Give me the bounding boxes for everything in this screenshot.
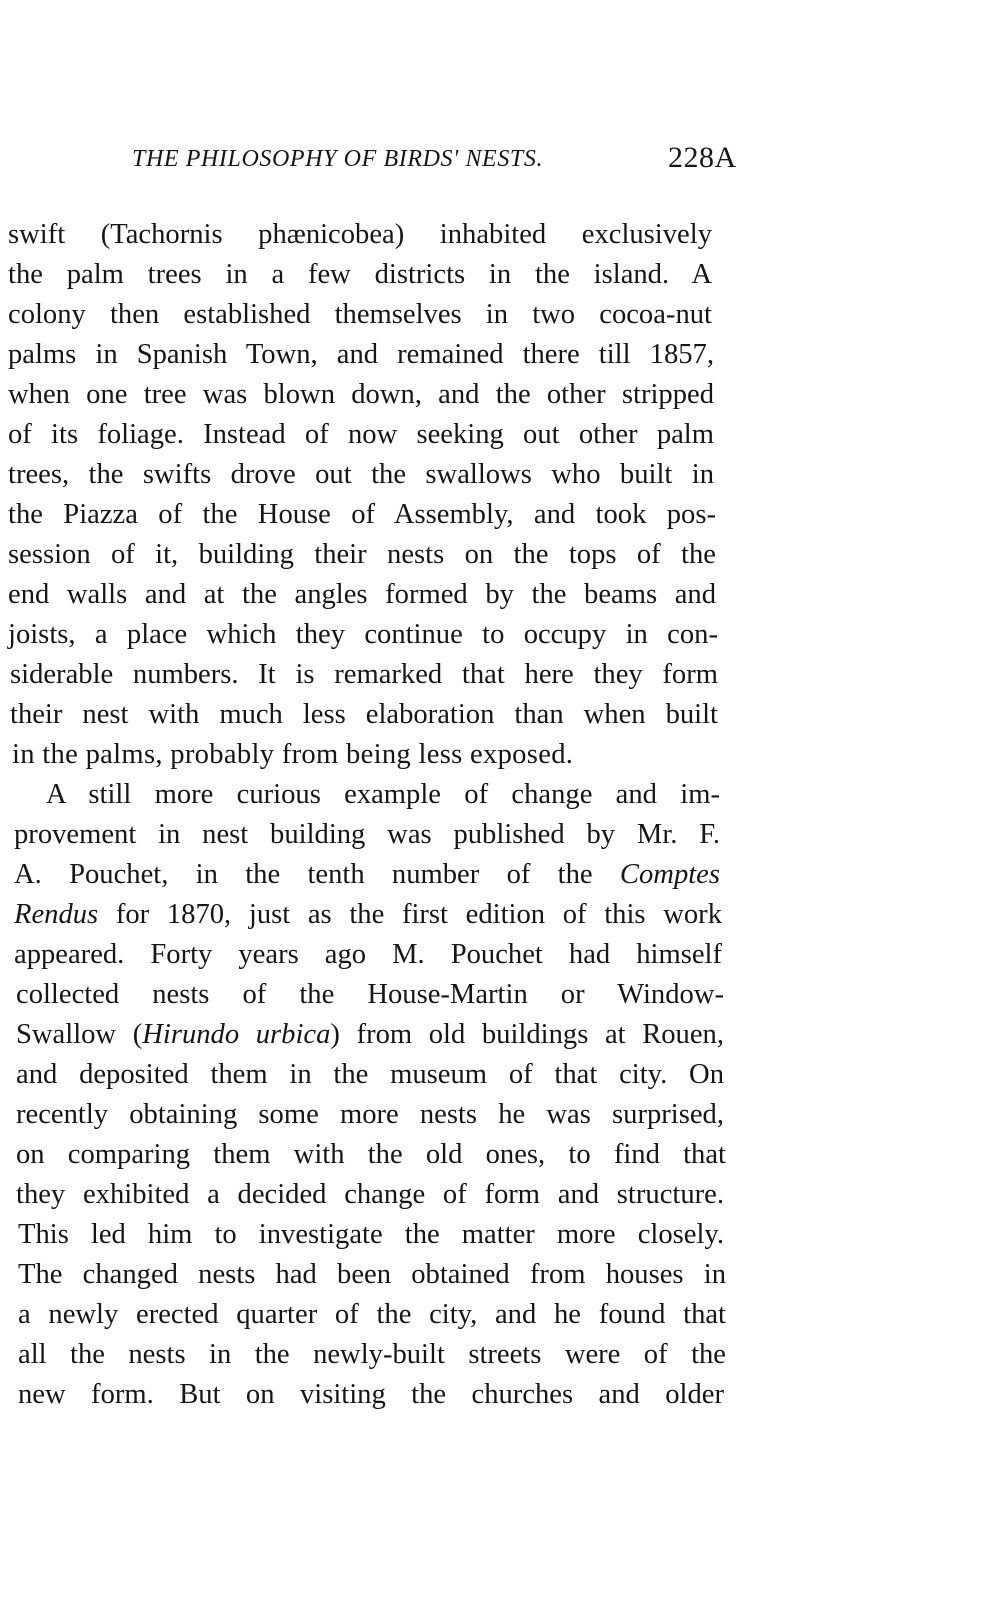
text-line: in the palms, probably from being less exposed. bbox=[12, 739, 574, 770]
text-line: collected nests of the House-Martin or Window- bbox=[16, 979, 724, 1010]
text-line: session of it, building their nests on the tops of the bbox=[8, 539, 716, 570]
text-line: their nest with much less elaboration than when built bbox=[10, 699, 718, 730]
text-line: end walls and at the angles formed by the beams and bbox=[8, 579, 716, 610]
text-line: all the nests in the newly-built streets were of the bbox=[18, 1339, 726, 1370]
text-segment: A. Pouchet, in the tenth number of the bbox=[14, 859, 620, 890]
text-line: appeared. Forty years ago M. Pouchet had himself bbox=[14, 939, 722, 970]
text-line: The changed nests had been obtained from houses in bbox=[18, 1259, 726, 1290]
text-line bbox=[14, 854, 720, 896]
text-line: a newly erected quarter of the city, and he found that bbox=[18, 1299, 726, 1330]
text-line: the Piazza of the House of Assembly, and took pos- bbox=[8, 499, 716, 530]
text-line: trees, the swifts drove out the swallows who built in bbox=[8, 459, 714, 490]
text-line: A still more curious example of change and im- bbox=[46, 779, 720, 810]
text-line: when one tree was blown down, and the other stripped bbox=[8, 379, 714, 410]
text-line: provement in nest building was published by Mr. F. bbox=[14, 819, 720, 850]
text-segment: ) from old buildings at Rouen, bbox=[330, 1019, 724, 1050]
text-line: new form. But on visiting the churches and older bbox=[18, 1379, 724, 1410]
text-line: swift (Tachornis phænicobea) inhabited exclusively bbox=[8, 219, 712, 250]
text-line: on comparing them with the old ones, to find that bbox=[16, 1139, 726, 1170]
text-segment: Swallow ( bbox=[16, 1019, 143, 1050]
text-line: palms in Spanish Town, and remained there till 1857, bbox=[8, 339, 714, 370]
text-line: This led him to investigate the matter more closely. bbox=[18, 1219, 724, 1250]
text-line bbox=[16, 1014, 724, 1056]
text-line: of its foliage. Instead of now seeking out other palm bbox=[8, 419, 714, 450]
text-line: joists, a place which they continue to occupy in con- bbox=[8, 619, 718, 650]
italic-title: Rendus bbox=[14, 899, 99, 930]
text-line: they exhibited a decided change of form and structure. bbox=[16, 1179, 724, 1210]
text-line: colony then established themselves in two cocoa-nut bbox=[8, 299, 712, 330]
italic-title: Comptes bbox=[619, 859, 720, 890]
text-line: and deposited them in the museum of that city. On bbox=[16, 1059, 724, 1090]
text-line: recently obtaining some more nests he was surprised, bbox=[16, 1099, 724, 1130]
text-line bbox=[14, 894, 722, 936]
text-line: siderable numbers. It is remarked that here they form bbox=[10, 659, 718, 690]
text-line: the palm trees in a few districts in the island. A bbox=[8, 259, 712, 290]
italic-binomial: Hirundo urbica bbox=[142, 1019, 331, 1050]
running-head bbox=[0, 141, 1000, 186]
page-number: 228A bbox=[668, 141, 737, 174]
text-segment: for 1870, just as the first edition of this work bbox=[98, 899, 722, 930]
running-title: THE PHILOSOPHY OF BIRDS' NESTS. bbox=[132, 146, 544, 172]
